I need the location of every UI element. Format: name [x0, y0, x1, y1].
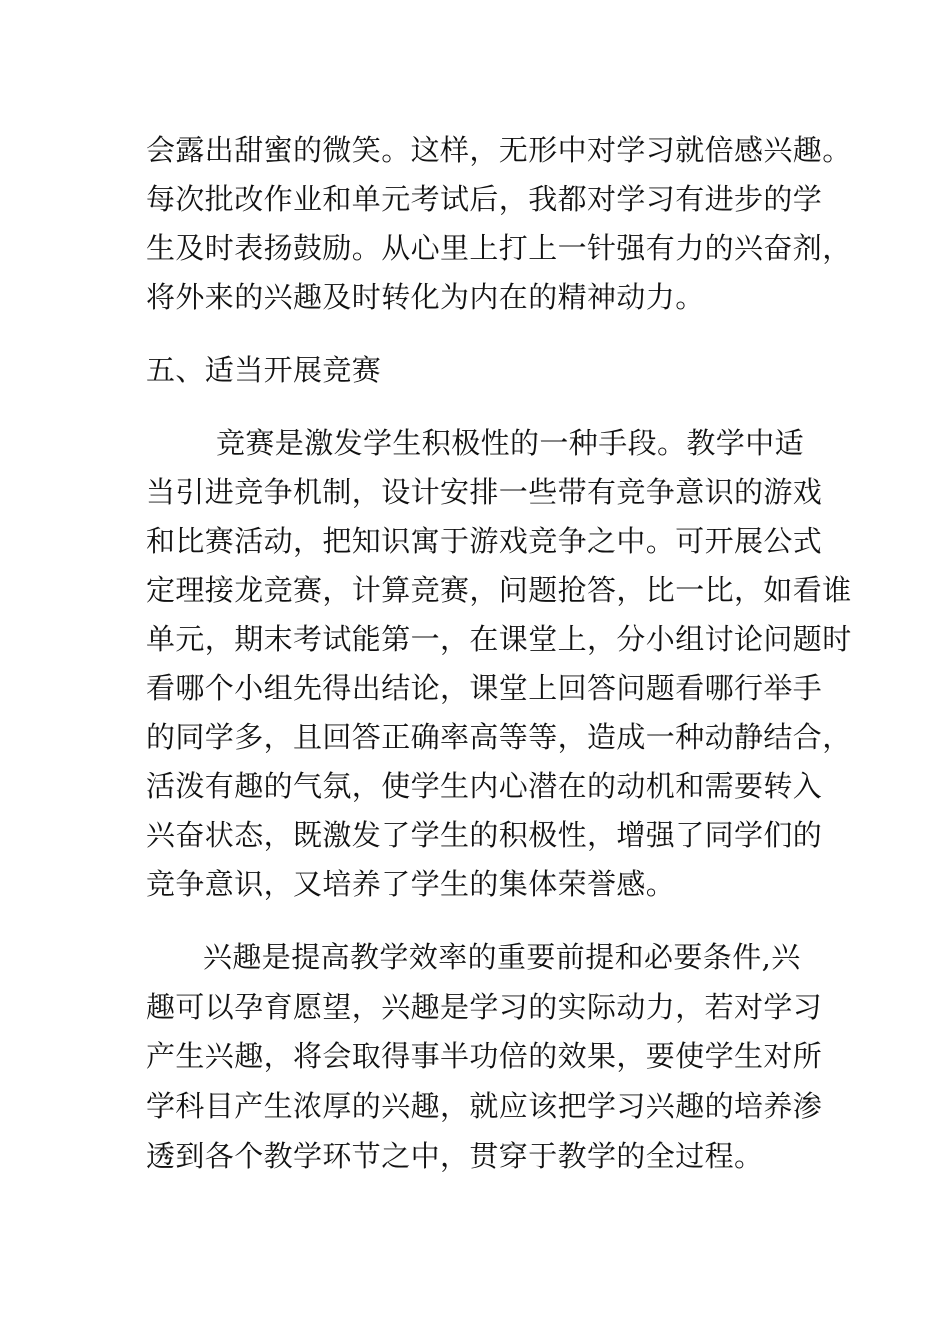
text-line: 单元，期末考试能第一，在课堂上，分小组讨论问题时: [146, 622, 852, 656]
text-line: 当引进竞争机制，设计安排一些带有竞争意识的游戏: [146, 475, 823, 509]
text-line: 的同学多，且回答正确率高等等，造成一种动静结合，: [146, 720, 852, 754]
text-line: 学科目产生浓厚的兴趣，就应该把学习兴趣的培养渗: [146, 1089, 823, 1123]
text-line: 生及时表扬鼓励。从心里上打上一针强有力的兴奋剂，: [146, 231, 852, 265]
text-line: 兴趣是提高教学效率的重要前提和必要条件,兴: [203, 940, 801, 974]
text-line: 和比赛活动，把知识寓于游戏竞争之中。可开展公式: [146, 524, 823, 558]
text-line: 产生兴趣，将会取得事半功倍的效果，要使学生对所: [146, 1039, 823, 1073]
text-line: 兴奋状态，既激发了学生的积极性，增强了同学们的: [146, 818, 823, 852]
text-line: 透到各个教学环节之中，贯穿于教学的全过程。: [146, 1139, 764, 1173]
text-line: 每次批改作业和单元考试后，我都对学习有进步的学: [146, 182, 823, 216]
section-heading: 五、适当开展竞赛: [146, 353, 382, 387]
text-line: 竞赛是激发学生积极性的一种手段。教学中适: [216, 426, 805, 460]
text-line: 趣可以孕育愿望，兴趣是学习的实际动力，若对学习: [146, 990, 823, 1024]
text-line: 看哪个小组先得出结论，课堂上回答问题看哪行举手: [146, 671, 823, 705]
text-line: 会露出甜蜜的微笑。这样，无形中对学习就倍感兴趣。: [146, 133, 852, 167]
text-line: 竞争意识，又培养了学生的集体荣誉感。: [146, 867, 676, 901]
text-line: 活泼有趣的气氛，使学生内心潜在的动机和需要转入: [146, 769, 823, 803]
text-line: 将外来的兴趣及时转化为内在的精神动力。: [146, 280, 705, 314]
text-line: 定理接龙竞赛，计算竞赛，问题抢答，比一比，如看谁: [146, 573, 852, 607]
